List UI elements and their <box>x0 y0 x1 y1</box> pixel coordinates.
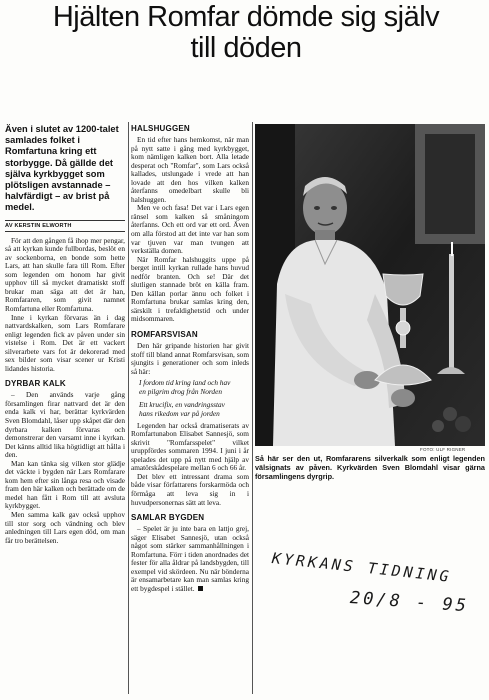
poem-line: Ett krucifix, en vandringsstav <box>139 400 225 410</box>
paragraph: När Romfar halshuggits uppe på berget intill kyrkan rullade hans huvud nedför branten. Och se! Där det slutligen stannade bröt en källa fram. Den källan porlar ännu och folket i Romfartuna brukar samlas kring den, särskilt i trefaldighetstid och under midsommaren. <box>131 254 249 324</box>
paragraph: Det blev ett intressant drama som både visar författarens forskarmöda och förmåga att leva sig in i huvudpersonernas sätt att leva. <box>131 471 249 507</box>
subheading-dyrbar-kalk: DYRBAR KALK <box>5 379 66 389</box>
paragraph: Man kan tänka sig vilken stor glädje det väckte i bygden när Lars Romfarare kom hem efter sin långa resa och visade fram den här kalken och berättade om de medel han fått i Rom till att avsluta kyrkbygget. <box>5 458 125 511</box>
paragraph: Den här gripande historien har givit stoff till bland annat Romfarsvisan, som sjungits i generationer och som inleds så här: <box>131 341 249 376</box>
column-divider <box>128 122 129 694</box>
handwritten-source-note: KYRKANS TIDNING <box>271 549 453 586</box>
handwritten-date-note: 20/8 - 95 <box>349 588 470 617</box>
paragraph: Men ve och fasa! Det var i Lars egen ränsel som kalken så småningom återfanns. Och ett ord var ett ord. Även om alla förstod att det inte var han som var tjuven var man tvungen att verkställa domen. <box>131 203 249 256</box>
article-column-2 <box>131 124 249 694</box>
paragraph: En tid efter hans hemkomst, när man på nytt satte i gång med kyrkbygget, kom nämligen kalken bort. Alla letade desperat och "Romfar", som Lars också kallades, utslungade i vrede att han lovade att den hos vilken kalken återfanns omedelbart skulle bli halshuggen. <box>131 135 249 204</box>
paragraph <box>131 525 249 593</box>
byline: AV KERSTIN ELWORTH <box>5 220 125 232</box>
headline-line-2: till döden <box>190 32 302 64</box>
paragraph: – Den används varje gång församlingen firar nattvard det är den enda kalk vi har, berättar kyrkvärden Sven Blomdahl, låser upp skåpet där den dyrbara kalken förvaras och demonstrerar den varsamt inne i kyrkan. Det känns alltid lika högtidligt att hålla i den. <box>5 390 125 460</box>
headline <box>6 2 486 64</box>
photo-caption: Så här ser den ut, Romfararens silverkalk som enligt legenden välsignats av påven. Kyrkvärden Sven Blomdahl visar gärna församlingens dyrgrip. <box>255 454 485 481</box>
subheading-samlar-bygden: SAMLAR BYGDEN <box>131 513 205 523</box>
poem-line: I fordom tid kring land och hav <box>139 378 231 388</box>
article-column-1 <box>5 124 125 694</box>
paragraph: För att den gången få ihop mer pengar, så att kyrkan kunde fullbordas, beslöt en av sockenborna, en bonde som hette Lars, att han skulle fara till Rom. Efter som legenden om honom har givit upphov till så mycket dramatiskt stoff brukar man säga att det är han, Romfararen, som givit namnet Romfartuna eller Romfartuna. <box>5 235 125 313</box>
photo-man-holding-chalice <box>255 124 485 446</box>
photo-credit: FOTO: ULF RIGNER <box>420 447 466 452</box>
article-ingress: Även i slutet av 1200-talet samlades folket i Romfartuna kring ett storbygge. Då gällde det själva kyrkbygget som plötsligen avstannade – halvfärdigt – av brist på medel. <box>5 124 119 213</box>
paragraph: Men samma kalk gav också upphov till stor sorg och vändning och blev anledningen till Lars egen död, om man får tro berättelsen. <box>5 510 125 545</box>
paragraph: Inne i kyrkan förvaras än i dag nattvardskalken, som Lars Romfarare enligt legenden fick av påven under sin vistelse i Rom. Det är ett vackert silverarbete vars fot är dekorerad med sex bilder som visar scener ur Kristi lidandes historia. <box>5 312 125 373</box>
paragraph: Legenden har också dramatiserats av Romfartunabon Elisabet Sannesjö, som skrivit "Romfarsspelet" vilket uruppfördes sommaren 1994. I juni i år spelades det upp på nytt med hjälp av amatörskådespelare mellan 6 och 66 år. <box>131 420 249 473</box>
end-of-article-mark <box>198 586 203 591</box>
headline-line-1: Hjälten Romfar dömde sig själv <box>52 1 440 33</box>
poem-line: en pilgrim drog från Norden <box>139 386 222 396</box>
column-divider <box>252 122 253 694</box>
subheading-romfarsvisan: ROMFARSVISAN <box>131 330 198 340</box>
subheading-halshuggen: HALSHUGGEN <box>131 124 190 133</box>
poem-excerpt <box>131 379 249 418</box>
poem-line: hans rikedom var på jorden <box>139 409 220 418</box>
article-photo <box>255 124 485 446</box>
paragraph-text: – Spelet är ju inte bara en lattjo grej, säger Elisabet Sannesjö, utan också något som stärker sammanhållningen i Romfartuna. Förr i tiden anordnades det fester för alla åldrar på landsbygden, till exempel vid skördeen. Nu när bönderna är ensamarbetare kan man samlas kring ett bygdespel i stället. <box>131 524 249 593</box>
